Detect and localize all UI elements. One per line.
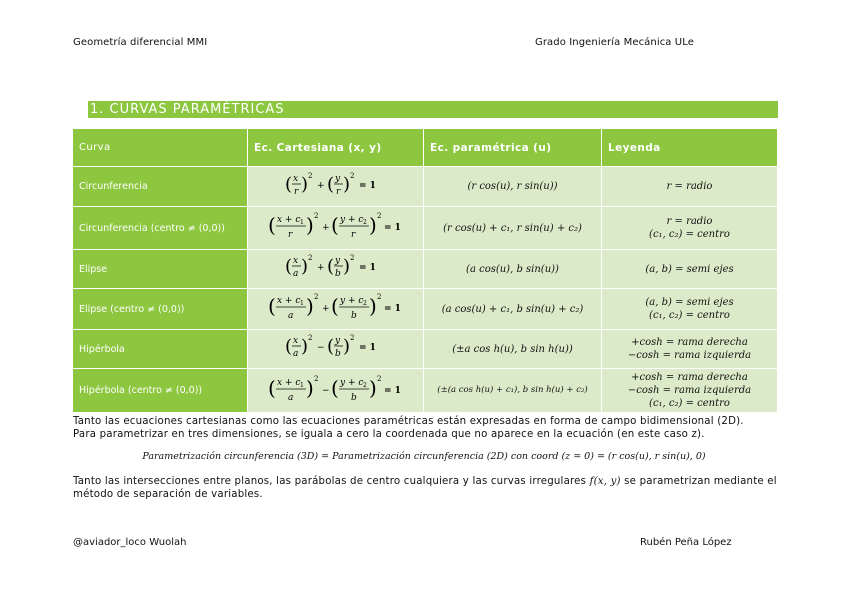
svg-text:+: + bbox=[316, 180, 325, 191]
parametric-equation: (±(a cos h(u) + c₁), b sin h(u) + c₂) bbox=[424, 369, 602, 413]
table-row bbox=[73, 289, 778, 330]
legend-line: (c₁, c₂) = centro bbox=[649, 398, 730, 409]
cartesian-formula-graphic bbox=[266, 208, 406, 244]
col-header-curva: Curva bbox=[73, 129, 248, 167]
svg-text:r: r bbox=[335, 186, 340, 197]
table-header-row bbox=[73, 129, 778, 167]
svg-text:(: ( bbox=[326, 256, 334, 277]
curve-name: Elipse (centro ≠ (0,0)) bbox=[73, 289, 248, 330]
svg-text:2: 2 bbox=[307, 334, 312, 342]
svg-text:(: ( bbox=[326, 336, 334, 357]
cartesian-equation bbox=[248, 289, 424, 330]
parametric-equation: (a cos(u) + c₁, b sin(u) + c₂) bbox=[424, 289, 602, 330]
body-paragraph-3 bbox=[73, 475, 781, 488]
svg-text:a: a bbox=[287, 311, 293, 321]
legend-cell bbox=[602, 330, 778, 369]
table-row bbox=[73, 167, 778, 207]
svg-text:2: 2 bbox=[362, 300, 367, 307]
svg-text:(: ( bbox=[284, 173, 292, 195]
svg-text:): ) bbox=[305, 213, 314, 237]
cartesian-formula-graphic bbox=[281, 330, 391, 364]
svg-text:2: 2 bbox=[376, 374, 381, 383]
svg-text:): ) bbox=[305, 375, 314, 400]
legend-cell bbox=[602, 167, 778, 207]
svg-text:2: 2 bbox=[313, 293, 318, 301]
cartesian-formula-graphic bbox=[266, 289, 406, 325]
svg-text:x + c: x + c bbox=[276, 296, 300, 306]
body-paragraph-2: Para parametrizar en tres dimensiones, se iguala a cero la coordenada que no aparece en la ecuación (en este caso z). bbox=[73, 429, 705, 440]
svg-text:): ) bbox=[342, 173, 350, 195]
svg-text:(: ( bbox=[330, 294, 339, 318]
svg-text:y: y bbox=[334, 256, 340, 266]
legend-cell bbox=[602, 369, 778, 413]
footer-left: @aviador_loco Wuolah bbox=[73, 537, 187, 548]
svg-text:b: b bbox=[334, 269, 341, 279]
col-header-cartesiana: Ec. Cartesiana (x, y) bbox=[248, 129, 424, 167]
svg-text:2: 2 bbox=[362, 219, 367, 226]
parametric-equation: (r cos(u) + c₁, r sin(u) + c₂) bbox=[424, 207, 602, 250]
parametric-equation: (r cos(u), r sin(u)) bbox=[424, 167, 602, 207]
svg-text:): ) bbox=[300, 256, 308, 277]
svg-text:(: ( bbox=[267, 375, 276, 400]
svg-text:): ) bbox=[368, 213, 377, 237]
svg-text:(: ( bbox=[330, 213, 339, 237]
svg-text:): ) bbox=[300, 173, 308, 195]
legend-line: −cosh = rama izquierda bbox=[627, 350, 752, 361]
cartesian-formula-graphic bbox=[281, 168, 391, 202]
svg-text:2: 2 bbox=[349, 254, 354, 262]
col-header-leyenda: Leyenda bbox=[602, 129, 778, 167]
svg-text:r: r bbox=[350, 230, 355, 240]
svg-text:2: 2 bbox=[349, 334, 354, 342]
legend-cell bbox=[602, 250, 778, 289]
parametric-equation: (±a cos h(u), b sin h(u)) bbox=[424, 330, 602, 369]
svg-text:): ) bbox=[305, 294, 314, 318]
legend-line: (a, b) = semi ejes bbox=[645, 263, 734, 275]
svg-text:a: a bbox=[292, 269, 298, 279]
svg-text:1: 1 bbox=[299, 381, 304, 389]
svg-text:x + c: x + c bbox=[276, 215, 300, 225]
legend-line: r = radio bbox=[666, 216, 713, 227]
svg-text:b: b bbox=[350, 311, 357, 321]
svg-text:(: ( bbox=[284, 256, 292, 277]
svg-text:): ) bbox=[300, 336, 308, 357]
svg-text:(: ( bbox=[284, 336, 292, 357]
legend-line: +cosh = rama derecha bbox=[631, 372, 748, 383]
svg-text:2: 2 bbox=[376, 212, 381, 220]
svg-text:+: + bbox=[316, 263, 325, 273]
svg-text:+: + bbox=[321, 304, 330, 314]
svg-text:= 1: = 1 bbox=[383, 385, 401, 396]
legend-line: (c₁, c₂) = centro bbox=[649, 310, 730, 321]
body-paragraph-4: método de separación de variables. bbox=[73, 489, 263, 500]
parametric-equation: (a cos(u), b sin(u)) bbox=[424, 250, 602, 289]
cartesian-equation bbox=[248, 250, 424, 289]
cartesian-equation bbox=[248, 330, 424, 369]
table-row bbox=[73, 330, 778, 369]
svg-text:): ) bbox=[342, 256, 350, 277]
cartesian-formula-graphic bbox=[266, 371, 406, 407]
svg-text:2: 2 bbox=[307, 171, 312, 180]
legend-line: (c₁, c₂) = centro bbox=[649, 229, 730, 240]
table-row bbox=[73, 207, 778, 250]
paragraph-text: se parametrizan mediante el bbox=[620, 476, 777, 487]
header-left-title: Geometría diferencial MMI bbox=[73, 37, 208, 48]
svg-text:(: ( bbox=[326, 173, 334, 195]
svg-text:(: ( bbox=[330, 375, 339, 400]
header-right-title: Grado Ingeniería Mecánica ULe bbox=[535, 37, 694, 48]
cartesian-equation bbox=[248, 207, 424, 250]
body-paragraph-1: Tanto las ecuaciones cartesianas como las ecuaciones paramétricas están expresadas en forma de campo bidimensional (2D). bbox=[73, 416, 744, 427]
legend-line: −cosh = rama izquierda bbox=[627, 385, 752, 396]
svg-text:= 1: = 1 bbox=[358, 263, 376, 273]
svg-text:b: b bbox=[350, 392, 357, 403]
parametrization-equation: Parametrización circunferencia (3D) = Parametrización circunferencia (2D) con coord (z = 0) = (r cos(u), r sin(u), 0) bbox=[142, 451, 706, 462]
svg-text:(: ( bbox=[267, 294, 276, 318]
svg-text:1: 1 bbox=[299, 219, 304, 226]
curves-table bbox=[72, 128, 778, 413]
svg-text:x: x bbox=[292, 173, 298, 184]
legend-line: +cosh = rama derecha bbox=[631, 337, 748, 348]
svg-text:= 1: = 1 bbox=[383, 223, 401, 233]
svg-text:= 1: = 1 bbox=[358, 343, 376, 353]
curve-name: Hipérbola bbox=[73, 330, 248, 369]
svg-text:a: a bbox=[287, 392, 293, 403]
legend-cell bbox=[602, 207, 778, 250]
svg-text:b: b bbox=[334, 349, 341, 359]
svg-text:r: r bbox=[287, 230, 292, 240]
svg-text:x + c: x + c bbox=[276, 377, 300, 388]
curve-name: Circunferencia (centro ≠ (0,0)) bbox=[73, 207, 248, 250]
svg-text:= 1: = 1 bbox=[383, 304, 401, 314]
svg-text:a: a bbox=[292, 349, 298, 359]
curve-name: Elipse bbox=[73, 250, 248, 289]
svg-text:r: r bbox=[293, 186, 298, 197]
svg-text:x: x bbox=[292, 336, 298, 346]
svg-text:−: − bbox=[316, 343, 325, 353]
svg-text:(: ( bbox=[267, 213, 276, 237]
col-header-parametrica: Ec. paramétrica (u) bbox=[424, 129, 602, 167]
svg-text:2: 2 bbox=[307, 254, 312, 262]
svg-text:2: 2 bbox=[362, 381, 367, 389]
curve-name: Circunferencia bbox=[73, 167, 248, 207]
cartesian-formula-graphic bbox=[281, 250, 391, 284]
svg-text:2: 2 bbox=[313, 212, 318, 220]
cartesian-equation bbox=[248, 167, 424, 207]
svg-text:2: 2 bbox=[313, 374, 318, 383]
svg-text:+: + bbox=[321, 223, 330, 233]
curve-name: Hipérbola (centro ≠ (0,0)) bbox=[73, 369, 248, 413]
svg-text:x: x bbox=[292, 256, 298, 266]
svg-text:): ) bbox=[342, 336, 350, 357]
function-fxy: f(x, y) bbox=[589, 476, 621, 487]
legend-line: (a, b) = semi ejes bbox=[645, 297, 734, 308]
footer-right: Rubén Peña López bbox=[640, 537, 732, 548]
svg-text:2: 2 bbox=[376, 293, 381, 301]
legend-line: r = radio bbox=[666, 181, 713, 192]
svg-text:y: y bbox=[334, 336, 340, 346]
section-title: 1. CURVAS PARAMÉTRICAS bbox=[88, 101, 778, 118]
svg-text:−: − bbox=[321, 385, 330, 396]
table-row bbox=[73, 250, 778, 289]
paragraph-text: Tanto las intersecciones entre planos, las parábolas de centro cualquiera y las curvas irregulares bbox=[73, 476, 590, 487]
legend-cell bbox=[602, 289, 778, 330]
svg-text:1: 1 bbox=[299, 300, 304, 307]
svg-text:y: y bbox=[334, 173, 340, 184]
svg-text:= 1: = 1 bbox=[358, 180, 376, 191]
svg-text:y + c: y + c bbox=[339, 296, 363, 306]
svg-text:y + c: y + c bbox=[339, 215, 363, 225]
svg-text:): ) bbox=[368, 294, 377, 318]
svg-text:2: 2 bbox=[349, 171, 354, 180]
cartesian-equation bbox=[248, 369, 424, 413]
svg-text:y + c: y + c bbox=[339, 377, 363, 388]
table-row bbox=[73, 369, 778, 413]
svg-text:): ) bbox=[368, 375, 377, 400]
